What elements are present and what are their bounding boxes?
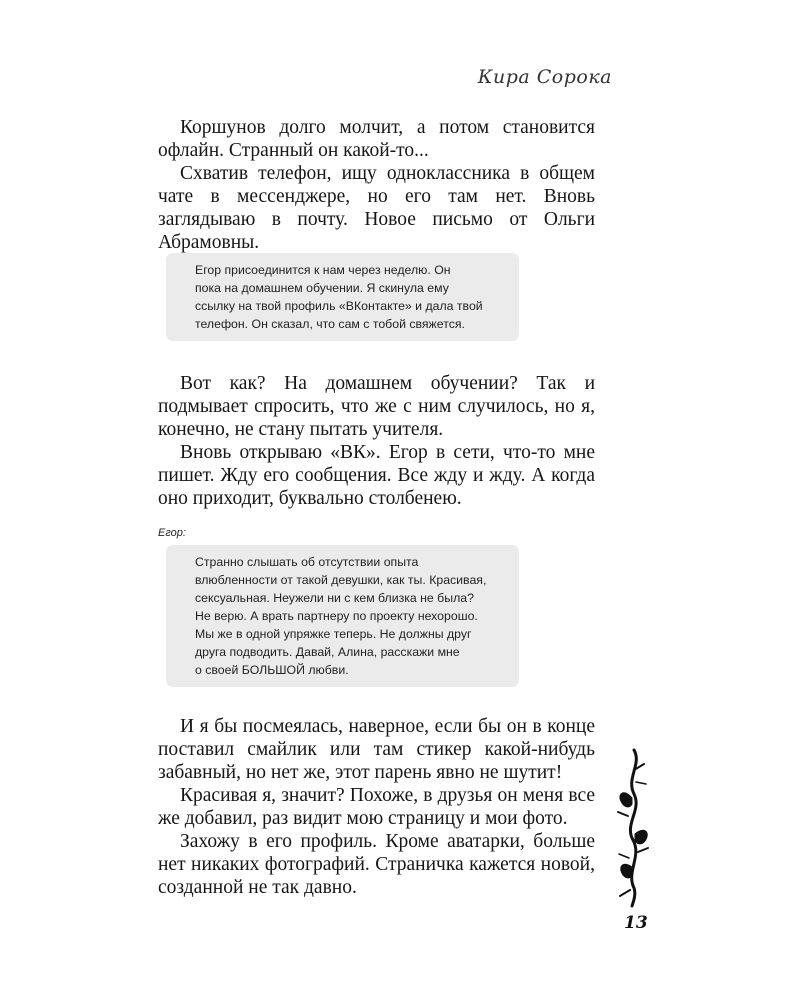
- text-block-3: [158, 715, 595, 899]
- message-line: Мы же в одной упряжке теперь. Не должны друг: [195, 627, 472, 641]
- message-sender-label: Егор:: [158, 527, 186, 539]
- page-number: 13: [624, 913, 648, 933]
- message-line: сексуальная. Неужели ни с кем близка не была?: [195, 591, 474, 605]
- message-line: пока на домашнем обучении. Я скинула ему: [195, 281, 449, 295]
- paragraph: Красивая я, значит? Похоже, в друзья он меня все же добавил, раз видит мою страницу и мои фото.: [158, 785, 595, 829]
- text-block-2: [158, 372, 595, 510]
- text-block-1: [158, 116, 595, 254]
- message-line: ссылку на твой профиль «ВКонтакте» и дала твой: [195, 299, 483, 313]
- paragraph: И я бы посмеялась, наверное, если бы он в конце поставил смайлик или там стикер какой-нибудь забавный, но нет же, этот парень явно не шутит!: [158, 716, 595, 783]
- paragraph: Коршунов долго молчит, а потом становится офлайн. Странный он какой-то...: [158, 117, 595, 161]
- message-line: влюбленности от такой девушки, как ты. Красивая,: [195, 573, 487, 587]
- paragraph: Вот как? На домашнем обучении? Так и подмывает спросить, что же с ним случилось, но я, конечно, не стану пытать учителя.: [158, 373, 595, 440]
- thorny-vine-ornament-icon: [612, 748, 654, 908]
- running-header-author: Кира Сорока: [477, 66, 612, 88]
- paragraph: Схватив телефон, ищу одноклассника в общем чате в мессенджере, но его там нет. Вновь заглядываю в почту. Новое письмо от Ольги Абрамовны.: [158, 163, 595, 253]
- message-line: друга подводить. Давай, Алина, расскажи мне: [195, 645, 460, 659]
- message-bubble-egor: [166, 545, 519, 687]
- message-line: Егор присоединится к нам через неделю. Он: [195, 263, 451, 277]
- message-line: телефон. Он сказал, что сам с тобой свяжется.: [195, 317, 465, 331]
- message-bubble-teacher: [166, 253, 519, 341]
- paragraph: Захожу в его профиль. Кроме аватарки, больше нет никаких фотографий. Страничка кажется новой, созданной не так давно.: [158, 831, 595, 898]
- message-line: Не верю. А врать партнеру по проекту нехорошо.: [195, 609, 478, 623]
- message-line: о своей БОЛЬШОЙ любви.: [195, 663, 349, 677]
- paragraph: Вновь открываю «ВК». Егор в сети, что-то мне пишет. Жду его сообщения. Все жду и жду. А когда оно приходит, буквально столбенею.: [158, 442, 595, 509]
- message-line: Странно слышать об отсутствии опыта: [195, 555, 419, 569]
